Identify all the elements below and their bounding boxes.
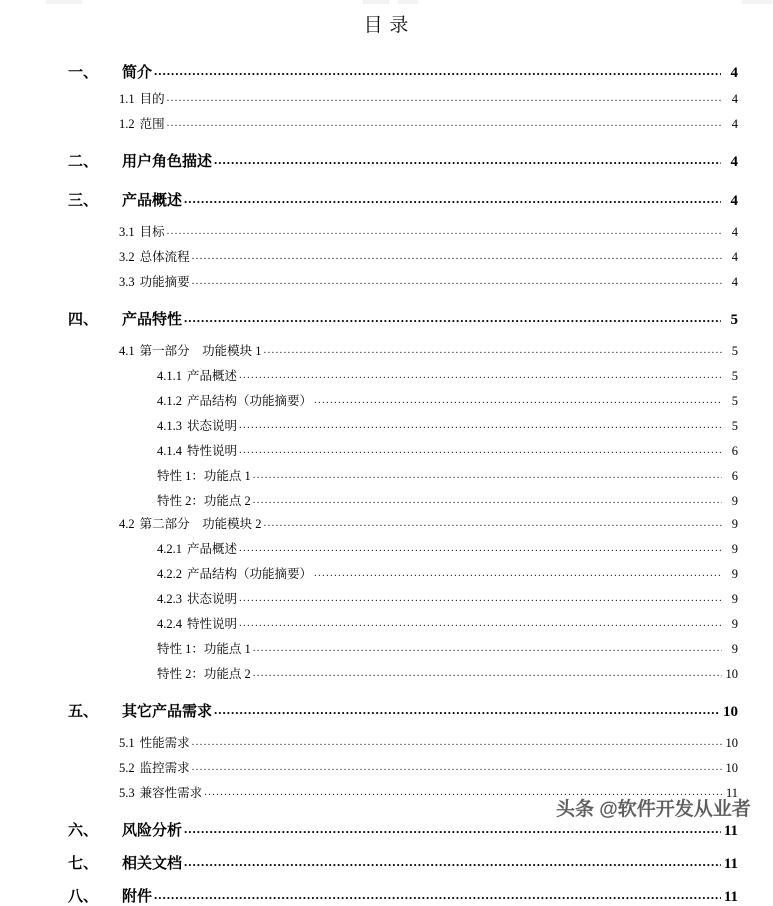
toc-entry-number: 八、 (68, 889, 99, 905)
toc-entry-page-number: 10 (723, 704, 738, 720)
toc-entry-number: 五、 (68, 704, 99, 720)
toc-entry-page-number: 5 (731, 419, 738, 433)
toc-leader-dots (253, 667, 722, 679)
toc-entry[interactable] (0, 366, 773, 384)
page-title: 目 录 (363, 15, 410, 36)
toc-leader-dots (314, 394, 722, 406)
toc-entry-number: 4.2.1 (157, 542, 182, 556)
toc-entry-number: 1.1 (119, 92, 135, 106)
toc-entry[interactable] (0, 491, 773, 509)
toc-entry-label: 产品概述 (187, 542, 238, 556)
toc-entry-page-number: 11 (723, 823, 738, 839)
toc-entry-label: 功能摘要 (139, 275, 190, 289)
toc-entry-label: 状态说明 (187, 592, 238, 606)
toc-entry[interactable] (0, 700, 773, 721)
toc-entry-number: 4.2 (119, 517, 135, 531)
toc-entry-label: 目的 (139, 92, 165, 106)
toc-entry[interactable] (0, 189, 773, 210)
toc-entry-number: 3.3 (119, 275, 135, 289)
toc-entry[interactable] (0, 852, 773, 873)
toc-entry-page-number: 4 (730, 65, 738, 81)
toc-entry-page-number: 5 (730, 312, 738, 328)
toc-entry-page-number: 4 (730, 154, 738, 170)
toc-entry-number: 4.1.4 (157, 444, 182, 458)
toc-entry-page-number: 4 (730, 193, 738, 209)
toc-entry[interactable] (0, 441, 773, 459)
toc-leader-dots (239, 542, 722, 554)
toc-entry-label: 兼容性需求 (139, 786, 203, 800)
toc-entry[interactable] (0, 391, 773, 409)
toc-entry-number: 4.2.4 (157, 617, 182, 631)
toc-entry-label: 其它产品需求 (122, 704, 213, 720)
toc-leader-dots (167, 225, 722, 237)
toc-entry-label: 风险分析 (122, 823, 183, 839)
toc-entry-number: 4.1.3 (157, 419, 182, 433)
toc-entry[interactable] (0, 514, 773, 532)
toc-entry-number: 4.2.2 (157, 567, 182, 581)
toc-leader-dots (239, 419, 722, 431)
toc-entry-label: 第一部分 功能模块 1 (139, 344, 262, 358)
toc-entry-label: 特性 1：功能点 1 (157, 642, 251, 656)
toc-leader-dots (214, 152, 721, 168)
toc-leader-dots (192, 736, 722, 748)
toc-leader-dots (264, 344, 722, 356)
toc-leader-dots (314, 567, 722, 579)
toc-entry[interactable] (0, 61, 773, 82)
watermark: 头条 @软件开发从业者 (556, 799, 751, 820)
toc-entry-label: 相关文档 (122, 856, 183, 872)
toc-entry-page-number: 9 (731, 494, 738, 508)
toc-entry-page-number: 9 (731, 642, 738, 656)
toc-entry[interactable] (0, 308, 773, 329)
toc-entry-label: 产品结构（功能摘要） (187, 394, 313, 408)
toc-leader-dots (239, 444, 722, 456)
toc-entry-number: 4.1 (119, 344, 135, 358)
toc-entry-label: 特性说明 (187, 444, 238, 458)
table-of-contents (0, 61, 773, 906)
toc-entry[interactable] (0, 89, 773, 107)
toc-entry[interactable] (0, 416, 773, 434)
toc-entry-page-number: 11 (723, 856, 738, 872)
toc-entry-number: 三、 (68, 193, 99, 209)
toc-leader-dots (192, 275, 722, 287)
toc-entry-page-number: 6 (731, 444, 738, 458)
toc-entry-page-number: 4 (731, 225, 738, 239)
toc-leader-dots (253, 642, 722, 654)
toc-leader-dots (184, 191, 721, 207)
toc-leader-dots (154, 63, 721, 79)
toc-entry[interactable] (0, 539, 773, 557)
toc-entry[interactable] (0, 885, 773, 906)
toc-entry-label: 特性 1：功能点 1 (157, 469, 251, 483)
toc-entry-label: 产品特性 (122, 312, 183, 328)
toc-entry-label: 产品概述 (187, 369, 238, 383)
toc-leader-dots (192, 250, 722, 262)
toc-entry-label: 第二部分 功能模块 2 (139, 517, 262, 531)
toc-leader-dots (264, 517, 722, 529)
toc-entry-page-number: 4 (731, 92, 738, 106)
toc-entry-label: 性能需求 (139, 736, 190, 750)
toc-entry-page-number: 5 (731, 394, 738, 408)
toc-entry-label: 目标 (139, 225, 165, 239)
toc-entry[interactable] (0, 639, 773, 657)
toc-leader-dots (167, 92, 722, 104)
toc-leader-dots (184, 821, 721, 837)
toc-entry[interactable] (0, 733, 773, 751)
toc-entry-number: 4.1.1 (157, 369, 182, 383)
toc-entry[interactable] (0, 272, 773, 290)
toc-entry-number: 4.2.3 (157, 592, 182, 606)
toc-entry-number: 5.1 (119, 736, 135, 750)
toc-entry-page-number: 9 (731, 542, 738, 556)
toc-entry-page-number: 9 (731, 567, 738, 581)
toc-entry-page-number: 5 (731, 369, 738, 383)
toc-entry-label: 范围 (139, 117, 165, 131)
toc-entry[interactable] (0, 664, 773, 682)
toc-entry[interactable] (0, 466, 773, 484)
toc-entry-page-number: 10 (725, 736, 738, 750)
toc-leader-dots (239, 617, 722, 629)
toc-entry-number: 七、 (68, 856, 99, 872)
toc-entry-label: 特性说明 (187, 617, 238, 631)
toc-leader-dots (192, 761, 722, 773)
toc-leader-dots (239, 369, 722, 381)
toc-entry-number: 一、 (68, 65, 99, 81)
toc-entry-page-number: 4 (731, 250, 738, 264)
toc-entry-page-number: 5 (731, 344, 738, 358)
toc-entry-page-number: 4 (731, 117, 738, 131)
toc-leader-dots (154, 887, 721, 903)
toc-entry[interactable] (0, 341, 773, 359)
toc-entry-label: 监控需求 (139, 761, 190, 775)
toc-entry-number: 3.1 (119, 225, 135, 239)
toc-leader-dots (253, 494, 722, 506)
toc-leader-dots (167, 117, 722, 129)
toc-entry-label: 用户角色描述 (122, 154, 213, 170)
toc-entry-page-number: 9 (731, 517, 738, 531)
toc-entry[interactable] (0, 114, 773, 132)
toc-entry-label: 总体流程 (139, 250, 190, 264)
toc-entry[interactable] (0, 222, 773, 240)
toc-leader-dots (239, 592, 722, 604)
toc-entry-page-number: 10 (725, 761, 738, 775)
toc-leader-dots (214, 702, 720, 718)
toc-entry-number: 5.2 (119, 761, 135, 775)
toc-entry[interactable] (0, 150, 773, 171)
toc-entry-label: 特性 2：功能点 2 (157, 494, 251, 508)
toc-entry-label: 产品概述 (122, 193, 183, 209)
toc-entry-number: 1.2 (119, 117, 135, 131)
toc-entry-page-number: 10 (725, 667, 738, 681)
toc-entry[interactable] (0, 247, 773, 265)
toc-entry[interactable] (0, 758, 773, 776)
toc-entry[interactable] (0, 589, 773, 607)
toc-entry[interactable] (0, 564, 773, 582)
toc-entry-page-number: 9 (731, 592, 738, 606)
toc-entry-page-number: 11 (725, 786, 738, 800)
toc-entry-page-number: 9 (731, 617, 738, 631)
toc-entry-label: 简介 (122, 65, 153, 81)
toc-entry-number: 六、 (68, 823, 99, 839)
toc-entry[interactable] (0, 819, 773, 840)
toc-entry-number: 二、 (68, 154, 99, 170)
toc-entry-number: 4.1.2 (157, 394, 182, 408)
toc-entry-label: 附件 (122, 889, 153, 905)
toc-entry-number: 3.2 (119, 250, 135, 264)
toc-leader-dots (184, 310, 721, 326)
toc-entry-number: 5.3 (119, 786, 135, 800)
toc-entry-label: 特性 2：功能点 2 (157, 667, 251, 681)
toc-entry-page-number: 6 (731, 469, 738, 483)
toc-entry[interactable] (0, 614, 773, 632)
toc-leader-dots (184, 854, 721, 870)
toc-entry-label: 状态说明 (187, 419, 238, 433)
toc-entry-page-number: 11 (723, 889, 738, 905)
toc-entry-page-number: 4 (731, 275, 738, 289)
toc-leader-dots (253, 469, 722, 481)
toc-entry-label: 产品结构（功能摘要） (187, 567, 313, 581)
toc-entry-number: 四、 (68, 312, 99, 328)
